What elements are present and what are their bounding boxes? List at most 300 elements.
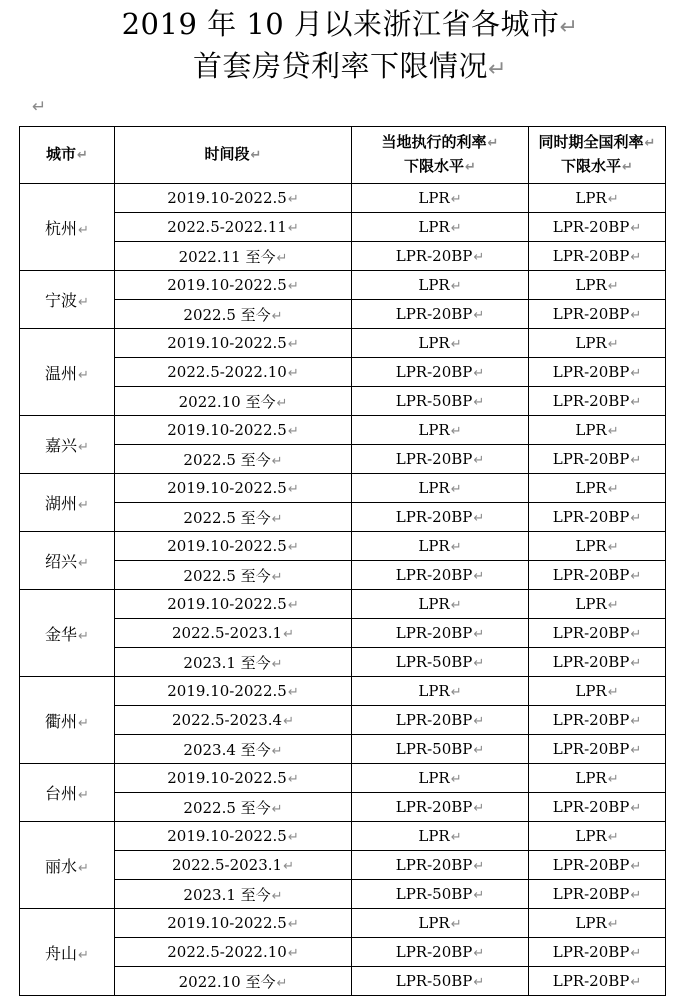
city-cell[interactable] (20, 909, 115, 996)
cell-mark-icon: ↵ (607, 685, 619, 700)
local-rate-cell-text: LPR-20BP (395, 305, 473, 323)
local-rate-cell[interactable] (352, 735, 529, 764)
period-cell[interactable] (115, 503, 352, 532)
national-rate-cell[interactable] (529, 764, 666, 793)
local-rate-cell[interactable] (352, 213, 529, 242)
period-cell-text: 2022.5 至今 (183, 798, 271, 817)
cell-mark-icon: ↵ (450, 540, 462, 555)
cell-mark-icon: ↵ (271, 888, 283, 904)
table-row (20, 967, 666, 996)
local-rate-cell[interactable] (352, 416, 529, 445)
cell-mark-icon: ↵ (473, 308, 485, 323)
local-rate-cell[interactable] (352, 329, 529, 358)
local-rate-cell-text: LPR (418, 827, 450, 845)
city-cell-text: 舟山 (45, 943, 78, 963)
local-rate-cell-text: LPR-20BP (395, 508, 473, 526)
cell-mark-icon: ↵ (473, 395, 485, 410)
local-rate-cell-text: LPR-20BP (395, 247, 473, 265)
local-rate-cell[interactable] (352, 764, 529, 793)
city-cell-text: 温州 (45, 363, 78, 383)
national-rate-cell-text: LPR-20BP (552, 392, 630, 410)
national-rate-cell-text: LPR-20BP (552, 363, 630, 381)
period-cell-text: 2019.10-2022.5 (167, 595, 287, 613)
national-rate-cell-text: LPR (575, 595, 607, 613)
cell-mark-icon: ↵ (287, 830, 299, 845)
period-cell-text: 2019.10-2022.5 (167, 276, 287, 294)
national-rate-cell-text: LPR-20BP (552, 711, 630, 729)
period-cell[interactable] (115, 474, 352, 503)
cell-mark-icon: ↵ (630, 714, 642, 729)
period-cell[interactable] (115, 648, 352, 677)
period-cell[interactable] (115, 387, 352, 416)
period-cell[interactable] (115, 242, 352, 271)
national-rate-cell[interactable] (529, 474, 666, 503)
national-rate-cell-text: LPR (575, 827, 607, 845)
cell-mark-icon: ↵ (287, 685, 299, 700)
period-cell[interactable] (115, 909, 352, 938)
national-rate-cell[interactable] (529, 735, 666, 764)
city-cell-text: 衢州 (45, 711, 78, 731)
local-rate-cell[interactable] (352, 706, 529, 735)
period-cell[interactable] (115, 358, 352, 387)
cell-mark-icon: ↵ (622, 160, 633, 175)
cell-mark-icon: ↵ (287, 221, 299, 236)
cell-mark-icon: ↵ (78, 440, 89, 455)
national-rate-cell-text: LPR (575, 276, 607, 294)
period-cell-text: 2022.5 至今 (183, 305, 271, 324)
local-rate-cell[interactable] (352, 793, 529, 822)
local-rate-cell[interactable] (352, 503, 529, 532)
local-rate-cell[interactable] (352, 851, 529, 880)
cell-mark-icon: ↵ (78, 295, 89, 310)
local-rate-cell-text: LPR-50BP (395, 653, 473, 671)
cell-mark-icon: ↵ (473, 569, 485, 584)
local-rate-cell-text: LPR (418, 537, 450, 555)
cell-mark-icon: ↵ (473, 801, 485, 816)
local-rate-cell-text: LPR-20BP (395, 856, 473, 874)
city-cell[interactable] (20, 474, 115, 532)
national-rate-cell-text: LPR (575, 479, 607, 497)
table-row (20, 387, 666, 416)
city-cell-text: 金华 (45, 624, 78, 644)
cell-mark-icon: ↵ (78, 860, 89, 876)
period-cell[interactable] (115, 532, 352, 561)
period-cell-text: 2022.5-2023.4 (172, 711, 283, 729)
national-rate-cell[interactable] (529, 445, 666, 474)
cell-mark-icon: ↵ (283, 627, 294, 642)
period-cell-text: 2019.10-2022.5 (167, 682, 287, 700)
period-cell-text: 2019.10-2022.5 (167, 827, 287, 845)
table-row (20, 213, 666, 242)
local-rate-cell-text: LPR (418, 334, 450, 352)
table-row (20, 445, 666, 474)
cell-mark-icon: ↵ (630, 627, 642, 642)
period-cell-text: 2023.1 至今 (183, 653, 271, 672)
local-rate-cell-text: LPR-20BP (395, 798, 473, 816)
period-cell-text: 2022.10 至今 (178, 972, 276, 991)
local-rate-cell[interactable] (352, 967, 529, 996)
cell-mark-icon: ↵ (630, 888, 642, 903)
city-cell[interactable] (20, 764, 115, 822)
local-rate-cell[interactable] (352, 938, 529, 967)
local-rate-cell[interactable] (352, 880, 529, 909)
table-header-row (20, 127, 666, 184)
cell-mark-icon: ↵ (630, 801, 642, 816)
period-cell[interactable] (115, 764, 352, 793)
table-row (20, 590, 666, 619)
cell-mark-icon: ↵ (283, 859, 294, 874)
national-rate-cell-text: LPR-20BP (552, 885, 630, 903)
cell-mark-icon: ↵ (473, 453, 485, 468)
city-cell-text: 丽水 (45, 856, 78, 876)
header-national-rate[interactable]: 同时期全国利率↵ 下限水平↵ (529, 127, 666, 184)
city-cell[interactable] (20, 329, 115, 416)
cell-mark-icon: ↵ (287, 337, 299, 352)
empty-paragraph-mark-icon: ↵ (32, 97, 47, 117)
national-rate-cell[interactable] (529, 300, 666, 329)
cell-mark-icon: ↵ (607, 917, 619, 932)
national-rate-cell[interactable] (529, 909, 666, 938)
title-line-1-text: 2019 年 10 月以来浙江省各城市 (121, 7, 560, 41)
period-cell-text: 2022.5 至今 (183, 566, 271, 585)
local-rate-cell-text: LPR-50BP (395, 392, 473, 410)
cell-mark-icon: ↵ (630, 511, 642, 526)
city-cell[interactable] (20, 822, 115, 909)
cell-mark-icon: ↵ (287, 279, 299, 294)
period-cell[interactable] (115, 793, 352, 822)
cell-mark-icon: ↵ (473, 859, 485, 874)
document-title-line-1 (0, 6, 700, 46)
city-cell[interactable] (20, 184, 115, 271)
period-cell[interactable] (115, 184, 352, 213)
local-rate-cell[interactable] (352, 648, 529, 677)
cell-mark-icon: ↵ (630, 859, 642, 874)
national-rate-cell[interactable] (529, 503, 666, 532)
cell-mark-icon: ↵ (630, 743, 642, 758)
national-rate-cell-text: LPR-20BP (552, 566, 630, 584)
local-rate-cell[interactable] (352, 445, 529, 474)
period-cell[interactable] (115, 706, 352, 735)
national-rate-cell-text: LPR (575, 682, 607, 700)
cell-mark-icon: ↵ (283, 714, 294, 729)
local-rate-cell[interactable] (352, 561, 529, 590)
period-cell[interactable] (115, 561, 352, 590)
cell-mark-icon: ↵ (276, 395, 288, 411)
national-rate-cell-text: LPR-20BP (552, 856, 630, 874)
document-title-line-2 (0, 48, 700, 88)
national-rate-cell-text: LPR-20BP (552, 218, 630, 236)
national-rate-cell[interactable] (529, 184, 666, 213)
national-rate-cell[interactable] (529, 938, 666, 967)
cell-mark-icon: ↵ (271, 569, 283, 585)
cell-mark-icon: ↵ (607, 192, 619, 207)
period-cell[interactable] (115, 735, 352, 764)
title-line-2-text: 首套房贷利率下限情况 (193, 49, 489, 83)
cell-mark-icon: ↵ (473, 250, 485, 265)
national-rate-cell-text: LPR-20BP (552, 798, 630, 816)
cell-mark-icon: ↵ (607, 482, 619, 497)
cell-mark-icon: ↵ (271, 308, 283, 324)
table-body (20, 184, 666, 996)
national-rate-cell[interactable] (529, 648, 666, 677)
cell-mark-icon: ↵ (450, 337, 462, 352)
period-cell-text: 2022.5-2022.11 (167, 218, 287, 236)
cell-mark-icon: ↵ (450, 685, 462, 700)
national-rate-cell-text: LPR-20BP (552, 508, 630, 526)
national-rate-cell[interactable] (529, 706, 666, 735)
local-rate-cell[interactable] (352, 619, 529, 648)
cell-mark-icon: ↵ (78, 222, 89, 238)
table-row (20, 735, 666, 764)
national-rate-cell[interactable] (529, 213, 666, 242)
local-rate-cell-text: LPR-20BP (395, 566, 473, 584)
period-cell[interactable] (115, 938, 352, 967)
national-rate-cell[interactable] (529, 677, 666, 706)
table-row (20, 532, 666, 561)
local-rate-cell-text: LPR-20BP (395, 450, 473, 468)
local-rate-cell[interactable] (352, 242, 529, 271)
cell-mark-icon: ↵ (78, 715, 89, 731)
local-rate-cell[interactable] (352, 677, 529, 706)
period-cell[interactable] (115, 822, 352, 851)
city-cell[interactable] (20, 416, 115, 474)
cell-mark-icon: ↵ (450, 598, 462, 613)
local-rate-cell-text: LPR-50BP (395, 740, 473, 758)
cell-mark-icon: ↵ (630, 975, 642, 990)
national-rate-cell-text: LPR (575, 914, 607, 932)
local-rate-cell-text: LPR-20BP (395, 943, 473, 961)
cell-mark-icon: ↵ (287, 424, 299, 439)
national-rate-cell-text: LPR-20BP (552, 740, 630, 758)
national-rate-cell[interactable] (529, 532, 666, 561)
cell-mark-icon: ↵ (607, 598, 619, 613)
national-rate-cell[interactable] (529, 271, 666, 300)
local-rate-cell[interactable] (352, 358, 529, 387)
cell-mark-icon: ↵ (473, 656, 485, 671)
header-period[interactable]: 时间段↵ (115, 127, 352, 184)
city-cell-text: 宁波 (45, 291, 78, 310)
city-cell[interactable] (20, 590, 115, 677)
period-cell[interactable] (115, 329, 352, 358)
cell-mark-icon: ↵ (607, 279, 619, 294)
cell-mark-icon: ↵ (630, 453, 642, 468)
paragraph-mark-icon: ↵ (488, 57, 507, 82)
local-rate-cell-text: LPR (418, 276, 450, 294)
cell-mark-icon: ↵ (630, 366, 642, 381)
period-cell[interactable] (115, 967, 352, 996)
local-rate-cell-text: LPR-50BP (395, 972, 473, 990)
cell-mark-icon: ↵ (450, 279, 462, 294)
cell-mark-icon: ↵ (287, 946, 299, 961)
national-rate-cell[interactable] (529, 242, 666, 271)
cell-mark-icon: ↵ (487, 136, 499, 151)
cell-mark-icon: ↵ (287, 772, 299, 787)
local-rate-cell-text: LPR-20BP (395, 624, 473, 642)
cell-mark-icon: ↵ (78, 367, 89, 383)
national-rate-cell-text: LPR-20BP (552, 624, 630, 642)
period-cell-text: 2022.11 至今 (178, 247, 276, 266)
table-row (20, 764, 666, 793)
cell-mark-icon: ↵ (287, 482, 299, 497)
cell-mark-icon: ↵ (644, 136, 656, 151)
cell-mark-icon: ↵ (287, 598, 299, 613)
period-cell[interactable] (115, 590, 352, 619)
city-cell-text: 嘉兴 (45, 436, 78, 455)
header-city[interactable]: 城市↵ (20, 127, 115, 184)
local-rate-cell-text: LPR (418, 189, 450, 207)
city-cell-text: 杭州 (45, 218, 78, 238)
period-cell[interactable] (115, 445, 352, 474)
cell-mark-icon: ↵ (473, 627, 485, 642)
city-cell[interactable] (20, 271, 115, 329)
national-rate-cell-text: LPR-20BP (552, 943, 630, 961)
cell-mark-icon: ↵ (473, 743, 485, 758)
cell-mark-icon: ↵ (473, 511, 485, 526)
cell-mark-icon: ↵ (630, 946, 642, 961)
national-rate-cell[interactable] (529, 329, 666, 358)
local-rate-cell-text: LPR (418, 914, 450, 932)
local-rate-cell[interactable] (352, 271, 529, 300)
table-row (20, 619, 666, 648)
period-cell[interactable] (115, 213, 352, 242)
cell-mark-icon: ↵ (607, 540, 619, 555)
cell-mark-icon: ↵ (271, 743, 283, 759)
cell-mark-icon: ↵ (630, 308, 642, 323)
table-row (20, 242, 666, 271)
local-rate-cell[interactable] (352, 474, 529, 503)
period-cell[interactable] (115, 619, 352, 648)
national-rate-cell-text: LPR (575, 189, 607, 207)
table-row (20, 706, 666, 735)
cell-mark-icon: ↵ (607, 337, 619, 352)
period-cell[interactable] (115, 271, 352, 300)
cell-mark-icon: ↵ (78, 947, 89, 963)
national-rate-cell[interactable] (529, 851, 666, 880)
period-cell-text: 2023.1 至今 (183, 885, 271, 904)
cell-mark-icon: ↵ (287, 366, 299, 381)
cell-mark-icon: ↵ (630, 395, 642, 410)
national-rate-cell[interactable] (529, 561, 666, 590)
national-rate-cell[interactable] (529, 880, 666, 909)
period-cell-text: 2019.10-2022.5 (167, 421, 287, 439)
national-rate-cell-text: LPR-20BP (552, 305, 630, 323)
local-rate-cell[interactable] (352, 590, 529, 619)
national-rate-cell[interactable] (529, 358, 666, 387)
period-cell-text: 2019.10-2022.5 (167, 334, 287, 352)
cell-mark-icon: ↵ (630, 250, 642, 265)
cell-mark-icon: ↵ (607, 772, 619, 787)
national-rate-cell[interactable] (529, 590, 666, 619)
national-rate-cell-text: LPR (575, 537, 607, 555)
period-cell-text: 2019.10-2022.5 (167, 479, 287, 497)
table-row (20, 184, 666, 213)
local-rate-cell[interactable] (352, 532, 529, 561)
period-cell-text: 2019.10-2022.5 (167, 537, 287, 555)
cell-mark-icon: ↵ (77, 148, 88, 163)
national-rate-cell-text: LPR-20BP (552, 653, 630, 671)
city-cell-text: 台州 (45, 784, 78, 803)
table-row (20, 329, 666, 358)
table-row (20, 648, 666, 677)
cell-mark-icon: ↵ (473, 714, 485, 729)
period-cell[interactable] (115, 300, 352, 329)
national-rate-cell[interactable] (529, 387, 666, 416)
period-cell[interactable] (115, 851, 352, 880)
cell-mark-icon: ↵ (450, 221, 462, 236)
national-rate-cell[interactable] (529, 619, 666, 648)
table-row (20, 938, 666, 967)
cell-mark-icon: ↵ (271, 801, 283, 817)
period-cell-text: 2023.4 至今 (183, 740, 271, 759)
header-local-rate[interactable]: 当地执行的利率↵ 下限水平↵ (352, 127, 529, 184)
period-cell-text: 2019.10-2022.5 (167, 189, 287, 207)
table-row (20, 851, 666, 880)
paragraph-mark-icon: ↵ (559, 15, 579, 40)
national-rate-cell-text: LPR (575, 334, 607, 352)
period-cell-text: 2022.5 至今 (183, 508, 271, 527)
national-rate-cell[interactable] (529, 793, 666, 822)
local-rate-cell-text: LPR-20BP (395, 363, 473, 381)
period-cell[interactable] (115, 416, 352, 445)
period-cell-text: 2019.10-2022.5 (167, 914, 287, 932)
city-cell[interactable] (20, 677, 115, 764)
table-row (20, 793, 666, 822)
national-rate-cell-text: LPR (575, 769, 607, 787)
table-row (20, 474, 666, 503)
table-row (20, 271, 666, 300)
cell-mark-icon: ↵ (630, 569, 642, 584)
cell-mark-icon: ↵ (271, 453, 283, 469)
local-rate-cell[interactable] (352, 387, 529, 416)
cell-mark-icon: ↵ (250, 148, 262, 163)
cell-mark-icon: ↵ (287, 917, 299, 932)
local-rate-cell[interactable] (352, 909, 529, 938)
local-rate-cell-text: LPR-20BP (395, 711, 473, 729)
local-rate-cell-text: LPR (418, 682, 450, 700)
national-rate-cell[interactable] (529, 416, 666, 445)
national-rate-cell[interactable] (529, 967, 666, 996)
cell-mark-icon: ↵ (271, 511, 283, 527)
cell-mark-icon: ↵ (276, 975, 288, 991)
period-cell[interactable] (115, 880, 352, 909)
cell-mark-icon: ↵ (465, 160, 476, 175)
cell-mark-icon: ↵ (450, 192, 462, 207)
national-rate-cell-text: LPR (575, 421, 607, 439)
period-cell-text: 2019.10-2022.5 (167, 769, 287, 787)
local-rate-cell[interactable] (352, 300, 529, 329)
cell-mark-icon: ↵ (450, 830, 462, 845)
cell-mark-icon: ↵ (450, 482, 462, 497)
cell-mark-icon: ↵ (450, 772, 462, 787)
national-rate-cell[interactable] (529, 822, 666, 851)
local-rate-cell[interactable] (352, 184, 529, 213)
cell-mark-icon: ↵ (630, 221, 642, 236)
local-rate-cell-text: LPR (418, 595, 450, 613)
cell-mark-icon: ↵ (276, 250, 288, 266)
cell-mark-icon: ↵ (450, 424, 462, 439)
national-rate-cell-text: LPR-20BP (552, 972, 630, 990)
city-cell-text: 绍兴 (45, 552, 78, 571)
cell-mark-icon: ↵ (607, 424, 619, 439)
city-cell[interactable] (20, 532, 115, 590)
local-rate-cell-text: LPR (418, 421, 450, 439)
cell-mark-icon: ↵ (78, 788, 89, 803)
local-rate-cell-text: LPR (418, 769, 450, 787)
table-row (20, 822, 666, 851)
period-cell[interactable] (115, 677, 352, 706)
cell-mark-icon: ↵ (287, 192, 299, 207)
local-rate-cell[interactable] (352, 822, 529, 851)
